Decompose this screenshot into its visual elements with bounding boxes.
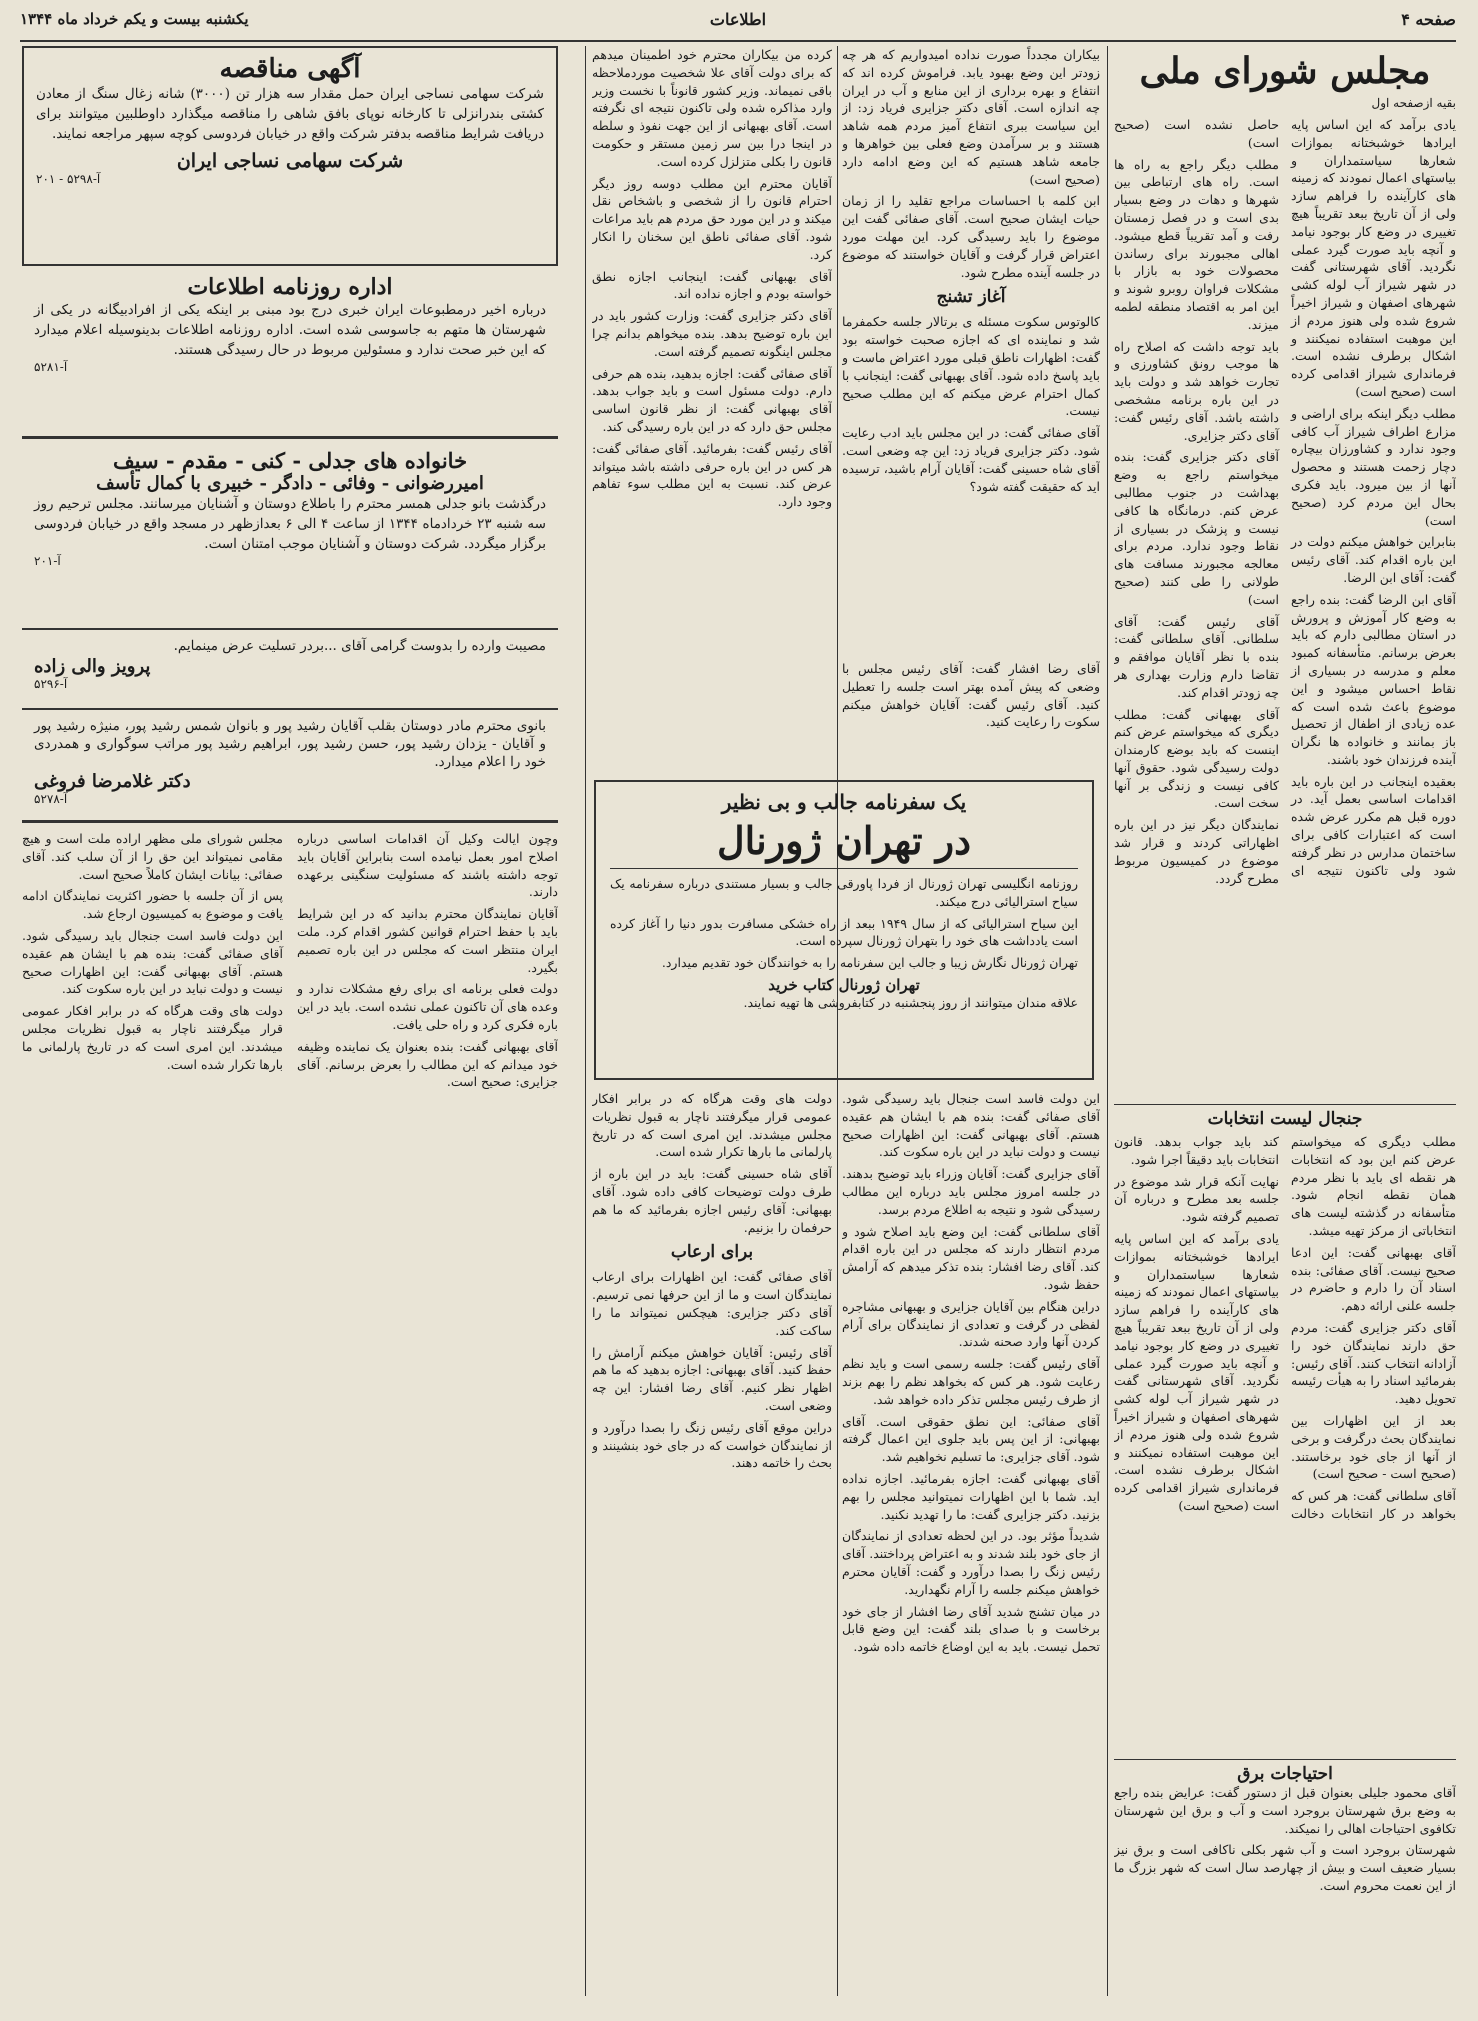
paragraph: بعقیده اینجانب در این باره باید اقدامات اساسی بعمل آید. در دوره قبل هم مکرر عرض شده است که اعتبارات کافی برای ساختمان مدارس در نظر گرفته شود ولی تاکنون نتیجه ای حاصل نشده است (صحیح است) [1114, 117, 1456, 878]
section-heading: برای ارعاب [670, 1242, 754, 1263]
paragraph: آقای رضا افشار گفت: آقای رئیس مجلس با وضعی که پیش آمده بهتر است جلسه را تعطیل کنید. آقای رئیس گفت: آقایان خواهش میکنم سکوت را رعایت کنید. [842, 661, 1100, 730]
ad-rule [22, 820, 558, 823]
paragraph: نمایندگان دیگر نیز در این باره اظهاراتی کردند و قرار شد موضوع در کمیسیون مربوط مطرح گردد. [1114, 817, 1279, 886]
paragraph: آقای سلطانی گفت: هر کس که بخواهد در کار انتخابات دخالت کند باید جواب بدهد. قانون انتخابات باید دقیقاً اجرا شود. [1114, 1134, 1456, 1521]
paragraph: دولت های وقت هرگاه که در برابر افکار عمومی قرار میگرفتند ناچار به قبول نظریات مجلس میشدند. این امری است که در تاریخ پارلمانی ما بارها تکرار شده است. [592, 1091, 832, 1160]
thanks-body: بانوی محترم مادر دوستان بقلب آقایان رشید پور و بانوان شمس رشید پور، منیژه رشید پور و آقایان - یزدان رشید پور، حسن رشید پور، ابراهیم رشید پور مراتب سوگواری و همدردی خود را اعلام میدارد. [34, 718, 546, 770]
admin-title: اداره روزنامه اطلاعات [187, 274, 393, 300]
paragraph: باید توجه داشت که اصلاح راه ها موجب رونق کشاورزی و تجارت خواهد شد و دولت باید در این باره برنامه مشخصی داشته باشد. آقای رئیس گفت: آقای دکتر جزایری. [1114, 338, 1279, 443]
majlis-article [1114, 46, 1456, 1996]
page-header [20, 8, 1456, 38]
travelogue-footer: تهران ژورنال کتاب خرید [768, 975, 920, 994]
paragraph: بعد از این اظهارات بین نمایندگان بحث درگرفت و برخی از آنها از جای خود برخاستند. (صحیح است - صحیح است) [1291, 1412, 1456, 1482]
travelogue-kicker: یک سفرنامه جالب و بی نظیر [721, 790, 967, 814]
paragraph: آقای سلطانی گفت: این وضع باید اصلاح شود و مردم انتظار دارند که مجلس در این باره اقدام کند. آقای رضا افشار: بنده تذکر میدهم که آرامش حفظ شود. [842, 1223, 1100, 1292]
elections-body [1114, 1133, 1456, 1753]
paragraph: آقای صفائی: این نطق حقوقی است. آقای بهبهانی: از این پس باید جلوی این اعمال گرفته شود. آقای جزایری: ما تسلیم نخواهیم شد. [842, 1413, 1100, 1465]
paragraph: روزنامه انگلیسی تهران ژورنال از فردا پاورقی جالب و بسیار مستندی درباره سفرنامه یک سیاح استرالیائی درج میکند. [610, 876, 1078, 909]
thanks-name: دکتر غلامرضا فروغی [34, 771, 191, 793]
ad-rule [22, 708, 558, 710]
majlis-title: مجلس شورای ملی [1139, 50, 1431, 92]
condolence-notice [22, 634, 558, 704]
paragraph: آقای رئیس گفت: بفرمائید. آقای صفائی گفت: هر کس در این باره حرفی داشته باشد میتواند عرض کند. نسبت به این مطلب سوء تفاهم وجود دارد. [592, 440, 832, 510]
ad-code: آ-۵۲۹۶ [34, 676, 68, 691]
ad-rule [22, 628, 558, 630]
travelogue-note: علاقه مندان میتوانند از روز پنجشنبه در کتابفروشی ها تهیه نمایند. [743, 994, 1078, 1010]
families-subtitle: امیررضوانی - وفائی - دادگر - خبیری با کمال تأسف [96, 473, 484, 494]
thanks-notice [22, 714, 558, 814]
section-heading: آغاز تشنج [936, 287, 1006, 308]
paragraph: این دولت فاسد است جنجال باید رسیدگی شود. آقای صفائی گفت: بنده هم با ایشان هم عقیده هستم. آقای بهبهانی گفت: این اظهارات صحیح نیست و دولت نباید در این باره سکوت کند. [842, 1091, 1100, 1160]
ad-code: آ-۵۲۹۸ - ۲۰۱ [36, 172, 101, 186]
paragraph: این دولت فاسد است جنجال باید رسیدگی شود. آقای صفائی گفت: بنده هم با ایشان هم عقیده هستم. آقای بهبهانی گفت: این اظهارات صحیح نیست و دولت نباید در این باره سکوت کند. [22, 927, 283, 997]
paragraph: آقای جزایری گفت: آقایان وزراء باید توضیح بدهند. در جلسه امروز مجلس باید درباره این مطالب رسیدگی شود و نتیجه به اطلاع مردم برسد. [842, 1166, 1100, 1217]
paragraph: کرده من بیکاران محترم خود اطمینان میدهم که برای دولت آقای علا شخصیت موردملاحظه باقی نمیماند. وزیر کشور قانوناً با نخست وزیر وارد مذاکره شده ولی تاکنون نتیجه ای نگرفته است. آقای بهبهانی از این جهت نفوذ و سلطه در اینجا درا بین سر زمین مستقر و حکومت قانون را بکلی متزلزل کرده است. [592, 47, 832, 169]
paragraph: آقای بهبهانی گفت: این ادعا صحیح نیست. آقای صفائی: بنده اسناد آن را دارم و حاضرم در جلسه علنی ارائه دهم. [1291, 1244, 1456, 1314]
page-number: صفحه ۴ [1401, 10, 1456, 29]
paragraph: دولت فعلی برنامه ای برای رفع مشکلات ندارد و وعده های آن تاکنون عملی نشده است. باید در این باره فکری کرد و راه حلی یافت. [297, 981, 558, 1032]
ad-code: آ-۵۲۷۸ [34, 792, 68, 807]
paragraph: آقای دکتر جزایری گفت: مردم حق دارند نمایندگان خود را آزادانه انتخاب کنند. آقای رئیس: بفرمائید اسناد را به هیأت رئیسه تحویل دهید. [1291, 1319, 1456, 1407]
debate-column-2 [842, 46, 1100, 656]
paragraph: شدیداً مؤثر بود. در این لحظه تعدادی از نمایندگان از جای خود بلند شدند و به اعتراض پرداختند. آقای رئیس زنگ را بصدا درآورد و گفت: آقایان محترم خواهش میکنم جلسه را آرام نگهدارید. [842, 1528, 1100, 1597]
debate-column-3 [592, 46, 832, 816]
paragraph: آقای صفائی گفت: این اظهارات برای ارعاب نمایندگان است و ما از این حرفها نمی ترسیم. آقای دکتر جزایری: هیچکس نمیتواند ما را ساکت کند. [592, 1269, 832, 1338]
admin-body: درباره اخیر درمطبوعات ایران خبری درج بود مبنی بر اینکه یکی از افرادبیگانه در یکی از شهرستان ها متهم به جاسوسی شده است. اداره روزنامه اطلاعات بدینوسیله اعلام میدارد که این خبر صحت ندارد و مسئولین مربوط در حال رسیدگی هستند. [34, 302, 546, 358]
tender-ad [22, 46, 558, 266]
paragraph: آقای ابن الرضا گفت: بنده راجع به وضع کار آموزش و پرورش در استان مطالبی دارم که باید بعرض برسانم. متأسفانه کمبود معلم و مدرسه در بسیاری از نقاط احساس میشود و این موضوع باعث شده است که عده زیادی از اطفال از تحصیل باز بمانند و خانواده ها نگران آینده فرزندان خود باشند. [1291, 591, 1456, 767]
column-rule [1107, 46, 1108, 1996]
paper-name: اطلاعات [709, 10, 767, 29]
paragraph: آقای بهبهانی گفت: اجازه بفرمائید. اجازه نداده اید. شما با این اظهارات نمیتوانید مجلس را بهم بزنید. دکتر جزایری گفت: ما را تهدید نکنید. [842, 1470, 1100, 1522]
paragraph: آقای صفائی گفت: اجازه بدهید، بنده هم حرفی دارم. دولت مسئول است و باید جواب بدهد. آقای بهبهانی گفت: از نظر قانون اساسی مجلس حق دارد که در این باره رسیدگی کند. [592, 365, 832, 434]
paragraph: آقایان نمایندگان محترم بدانید که در این شرایط باید با حفظ احترام قوانین کشور اقدام کرد. ملت ایران منتظر است که مجلس در این باره تصمیم بگیرد. [297, 906, 558, 975]
travelogue-title: در تهران ژورنال [610, 814, 1078, 869]
paragraph: آقای بهبهانی گفت: بنده بعنوان یک نماینده وظیفه خود میدانم که این مطالب را بعرض برسانم. آقای جزایری: صحیح است. [297, 1038, 558, 1090]
tender-title: آگهی مناقصه [219, 54, 361, 84]
paragraph: ابن کلمه با احساسات مراجع تقلید را از زمان حیات ایشان صحیح است. آقای صفائی گفت این موضوع را باید رسیدگی کرد. این مهلت مورد اعتراض قرار گرفت و آقایان خواستند که موضوع در جلسه آینده مطرح شود. [842, 193, 1100, 280]
paragraph: آقای رئیس گفت: جلسه رسمی است و باید نظم رعایت شود. هر کس که بخواهد نظم را بهم بزند از طرف رئیس مجلس تذکر داده خواهد شد. [842, 1356, 1100, 1407]
paragraph: آقای محمود جلیلی بعنوان قبل از دستور گفت: عرایض بنده راجع به وضع برق شهرستان بروجرد است و آب و برق این شهرستان تکافوی احتیاجات اهالی را نمیکند. [1114, 1785, 1456, 1836]
paragraph: دراین هنگام بین آقایان جزایری و بهبهانی مشاجره لفظی در گرفت و تعدادی از نمایندگان برای آرام کردن آنها وارد صحنه شدند. [842, 1298, 1100, 1350]
ad-code: آ-۲۰۱ [34, 554, 61, 568]
section-heading-bargh: احتیاجات برق [1114, 1759, 1456, 1784]
lower-column-3 [592, 1090, 832, 1990]
families-title: خانواده های جدلی - کنی - مقدم - سیف [112, 448, 468, 473]
paragraph: آقای دکتر جزایری گفت: بنده میخواستم راجع به وضع بهداشت در جنوب مطالبی عرض کنم. درمانگاه ها کافی نیست و پزشک در بسیاری از نقاط وجود ندارد. مردم برای معالجه مجبورند مسافت های طولانی را طی کنند (صحیح است) [1114, 449, 1279, 607]
header-rule [20, 40, 1456, 42]
section-heading: جنجال لیست انتخابات [1114, 1104, 1456, 1129]
condolence-name: پرویز والی زاده [34, 655, 151, 677]
travelogue-ad [594, 780, 1094, 1080]
paragraph: آقای صفائی گفت: در این مجلس باید ادب رعایت شود. دکتر جزایری فریاد زد: این چه وضعی است. آقای شاه حسینی گفت: آقایان آرام باشید، ترسیده اید که حقیقت گفته شود؟ [842, 425, 1100, 494]
paragraph: آقای بهبهانی گفت: اینجانب اجازه نطق خواسته بودم و اجازه نداده اند. [592, 268, 832, 302]
paragraph: وچون ایالت وکیل آن اقدامات اساسی درباره اصلاح امور بعمل نیامده است بنابراین آقایان باید توجه داشته باشند که مسئولیت سنگینی برعهده دارند. [297, 831, 558, 900]
paragraph: شهرستان بروجرد است و آب شهر بکلی ناکافی است و برق نیز بسیار ضعیف است و بیش از چهارصد سال است که شهر بزرگ ما از این نعمت محروم است. [1114, 1842, 1456, 1893]
ad-rule [22, 436, 558, 439]
debate-column-2b [842, 660, 1100, 760]
paragraph: تهران ژورنال نگارش زیبا و جالب این سفرنامه را به خوانندگان خود تقدیم میدارد. [661, 955, 1078, 971]
paragraph: آقای شاه حسینی گفت: باید در این باره از طرف دولت توضیحات کافی داده شود. آقای بهبهانی: آقای رئیس اجازه بفرمائید که ما هم حرفمان را بزنیم. [592, 1166, 832, 1235]
paragraph: نهایت آنکه قرار شد موضوع در جلسه بعد مطرح و درباره آن تصمیم گرفته شود. [1114, 1173, 1279, 1225]
paragraph: آقای رئیس: آقایان خواهش میکنم آرامش را حفظ کنید. آقای بهبهانی: اجازه بدهید که ما هم اظهار نظر کنیم. آقای رضا افشار: این چه وضعی است. [592, 1344, 832, 1413]
tender-signature: شرکت سهامی نساجی ایران [176, 150, 404, 172]
ad-code: آ-۵۲۸۱ [34, 360, 68, 374]
paragraph: آقای بهبهانی گفت: مطلب دیگری که میخواستم عرض کنم اینست که باید بوضع کارمندان دولت رسیدگی شود. حقوق آنها کافی نیست و زندگی بر آنها سخت است. [1114, 706, 1279, 811]
paragraph: بیکاران مجدداً صورت نداده امیدواریم که هر چه زودتر این وضع بهبود یابد. فراموش کرده اند که انتفاع و بهره برداری از این منابع و آب در ایران چه اندازه است. آقای دکتر جزایری فریاد زد: از این سیاست ببری انتفاع آمیز مردم همه شاهد هستند و بر سرآمدن وضع فعلی بین خواهرها و جامعه شاهد هستیم که این وضع ادامه دارد (صحیح است) [842, 47, 1100, 187]
condolence-body: مصیبت وارده را بدوست گرامی آقای ...بردر تسلیت عرض مینمایم. [173, 638, 546, 654]
paragraph: آقای رئیس گفت: آقای سلطانی. آقای سلطانی گفت: بنده با نظر آقایان موافقم و تقاضا دارم وزارت بهداری هر چه زودتر اقدام کند. [1114, 613, 1279, 700]
paragraph: آقای دکتر جزایری گفت: وزارت کشور باید در این باره توضیح بدهد. بنده میخواهم بدانم چرا مجلس اینگونه تصمیم گرفته است. [592, 308, 832, 359]
paragraph: یادی برآمد که این اساس پایه ایرادها خوشبختانه بموازات شعارها سیاستمداران و بیاستهای اعمال نمودند که زمینه های کارآینده را فراهم سازد ولی از آن تاریخ ببعد تقریباً هیچ تغییری در وضع کار بوجود نیامد و آنچه باید صورت گیرد عملی نگردید. آقای شهرستانی گفت در شهر شیراز آب لوله کشی شهرهای اصفهان و شیراز اخیراً شروع شده ولی هنوز مردم از این موهبت استفاده نمیکنند و اشکال برطرف نشده است. فرمانداری شیراز اقدامی کرده است (صحیح است) [1114, 1230, 1279, 1513]
paragraph: یادی برآمد که این اساس پایه ایرادها خوشبختانه بموازات شعارها سیاستمداران و بیاستهای اعمال نمودند که زمینه های کارآینده را فراهم سازد ولی از آن تاریخ ببعد تقریباً هیچ تغییری در وضع کار بوجود نیامد و آنچه باید صورت گیرد عملی نگردید. آقای شهرستانی گفت در شهر شیراز آب لوله کشی شهرهای اصفهان و شیراز اخیراً شروع شده ولی هنوز مردم از این موهبت استفاده نمیکنند و اشکال برطرف نشده است. فرمانداری شیراز اقدامی کرده است (صحیح است) [1291, 117, 1456, 399]
families-body: درگذشت بانو جدلی همسر محترم را باطلاع دوستان و آشنایان میرسانند. مجلس ترحیم روز سه شنبه ۲۳ خردادماه ۱۳۴۴ از ساعت ۴ الی ۶ بعدازظهر در مسجد واقع در خیابان فردوسی برگزار میگردد. شرکت دوستان و آشنایان موجب امتنان است. [34, 496, 546, 552]
paragraph: کالوتوس سکوت مسئله ی برتالار جلسه حکمفرما شد و نماینده ای که اجازه صحبت خواسته بود گفت: اظهارات ناطق قبلی مورد اعتراض ماست و باید پاسخ داده شود. آقای بهبهانی گفت: اینجانب با کمال احترام عرض میکنم که این مطلب صحیح نیست. [842, 314, 1100, 419]
admin-notice [22, 270, 558, 430]
issue-date: یکشنبه بیست و یکم خرداد ماه ۱۳۴۴ [20, 10, 249, 28]
majlis-body [1114, 116, 1456, 1096]
lower-column-2 [842, 1090, 1100, 1990]
paragraph: بنابراین خواهش میکنم دولت در این باره اقدام کند. آقای رئیس گفت: آقای ابن الرضا. [1291, 534, 1456, 585]
paragraph: دولت های وقت هرگاه که در برابر افکار عمومی قرار میگرفتند ناچار به قبول نظریات مجلس میشدند. این امری است که در تاریخ پارلمانی ما بارها تکرار شده است. [22, 1003, 283, 1072]
tender-body: شرکت سهامی نساجی ایران حمل مقدار سه هزار تن (۳۰۰۰) شانه زغال سنگ از معادن کشتی بندرانزلی تا کارخانه نوپای بافق شاهی را مناقصه میگذارد داوطلبین میتوانند برای دریافت شرایط مناقصه بدفتر شرکت واقع در خیابان فردوسی کوچه سپهر مراجعه نمایند. [36, 86, 544, 142]
paragraph: آقایان محترم این مطلب دوسه روز دیگر احترام قانون را از شخصی و باشخاص نقل میکند و در این مورد حق مردم هم باید مراعات شود. آقای صفائی ناطق این سخنان را انکار کرد. [592, 175, 832, 262]
paragraph: مجلس شورای ملی مظهر اراده ملت است و هیچ مقامی نمیتواند این حق را از آن سلب کند. آقای صفائی: بیانات ایشان کاملاً صحیح است. [22, 831, 283, 882]
paragraph: این سیاح استرالیائی که از سال ۱۹۴۹ ببعد از راه خشکی مسافرت بدور دنیا را آغاز کرده است یادداشت های خود را بتهران ژورنال سپرده است. [610, 915, 1078, 949]
paragraph: دراین موقع آقای رئیس زنگ را بصدا درآورد و از نمایندگان خواست که در جای خود بنشینند و بحث را خاتمه دهند. [592, 1419, 832, 1471]
column-rule [585, 46, 586, 1996]
paragraph: مطلب دیگری که میخواستم عرض کنم این بود که انتخابات هر نقطه ای باید با نظر مردم همان نقطه انجام شود. متأسفانه در گذشته لیست های انتخاباتی از مرکز تهیه میشد. [1291, 1134, 1456, 1238]
families-notice [22, 444, 558, 624]
paragraph: مطلب دیگر راجع به راه ها است. راه های ارتباطی بین شهرها و دهات در وضع بسیار بدی است و در فصل زمستان رفت و آمد تقریباً قطع میشود. اهالی مجبورند برای رساندن محصولات خود به بازار با مشکلات فراوان روبرو شوند و این امر به اقتصاد منطقه لطمه میزند. [1114, 156, 1279, 332]
paragraph: پس از آن جلسه با حضور اکثریت نمایندگان ادامه یافت و موضوع به کمیسیون ارجاع شد. [22, 888, 283, 922]
majlis-kicker: بقیه ازصفحه اول [1371, 96, 1456, 110]
lower-column-4 [22, 830, 558, 1990]
paragraph: مطلب دیگر اینکه برای اراضی و مزارع اطراف شیراز آب کافی وجود ندارد و کشاورزان بیچاره دچار زحمت هستند و محصول آنها از بین میرود. باید فکری بحال این مردم کرد (صحیح است) [1291, 405, 1456, 528]
paragraph: در میان تشنج شدید آقای رضا افشار از جای خود برخاست و با صدای بلند گفت: این وضع قابل تحمل نیست. باید به این اوضاع خاتمه داده شود. [842, 1603, 1100, 1655]
